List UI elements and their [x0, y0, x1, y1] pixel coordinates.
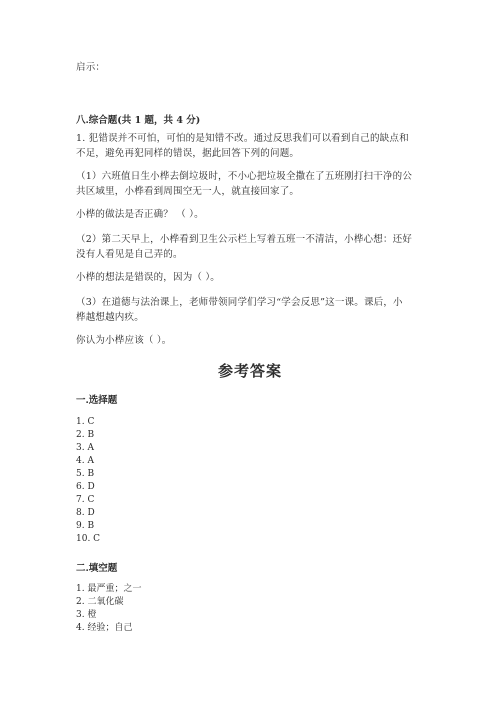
section8-intro-line-2: 不足，避免再犯同样的错误，据此回答下列的问题。 [76, 148, 300, 159]
section8-heading: 八.综合题(共 1 题，共 4 分) [76, 115, 201, 126]
choice-answer-1: 1. C [76, 417, 95, 427]
question1-line-2: 共区域里，小桦看到周围空无一人，就直接回家了。 [76, 186, 300, 197]
choice-answer-5: 5. B [76, 469, 95, 479]
choice-answer-10: 10. C [76, 534, 101, 544]
choice-answer-9: 9. B [76, 521, 95, 531]
fill-answer-3: 3. 橙 [76, 610, 97, 620]
inspiration-label: 启示： [76, 62, 106, 73]
section8-intro-line-1: 1. 犯错误并不可怕，可怕的是知错不改。通过反思我们可以看到自己的缺点和 [76, 133, 409, 144]
question3-line-1: （3）在道德与法治课上，老师带领同学们学习“学会反思”这一课。课后，小 [76, 297, 403, 308]
choice-answer-7: 7. C [76, 495, 95, 505]
question2-line-2: 没有人看见是自己弄的。 [76, 249, 183, 260]
question1-ask: 小桦的做法是否正确？ （ ）。 [76, 209, 204, 220]
fill-answer-1: 1. 最严重；之一 [76, 584, 142, 594]
choice-answer-4: 4. A [76, 456, 94, 466]
choice-answer-2: 2. B [76, 430, 95, 440]
fill-answer-4: 4. 经验；自己 [76, 623, 133, 633]
choice-answer-3: 3. A [76, 443, 94, 453]
question2-line-1: （2）第二天早上，小桦看到卫生公示栏上写着五班一不清洁，小桦心想：还好 [76, 234, 413, 245]
question2-ask: 小桦的想法是错误的，因为（ ）。 [76, 272, 220, 283]
question3-line-2: 桦越想越内疚。 [76, 312, 144, 323]
question1-line-1: （1）六班值日生小桦去倒垃圾时，不小心把垃圾全撒在了五班刚打扫干净的公 [76, 171, 413, 182]
section1-heading: 一.选择题 [76, 395, 118, 406]
fill-answer-2: 2. 二氧化碳 [76, 597, 124, 607]
answer-title: 参考答案 [217, 362, 282, 380]
choice-answer-6: 6. D [76, 482, 95, 492]
question3-ask: 你认为小桦应该（ ）。 [76, 335, 172, 346]
choice-answer-8: 8. D [76, 508, 95, 518]
section2-heading: 二.填空题 [76, 563, 118, 574]
